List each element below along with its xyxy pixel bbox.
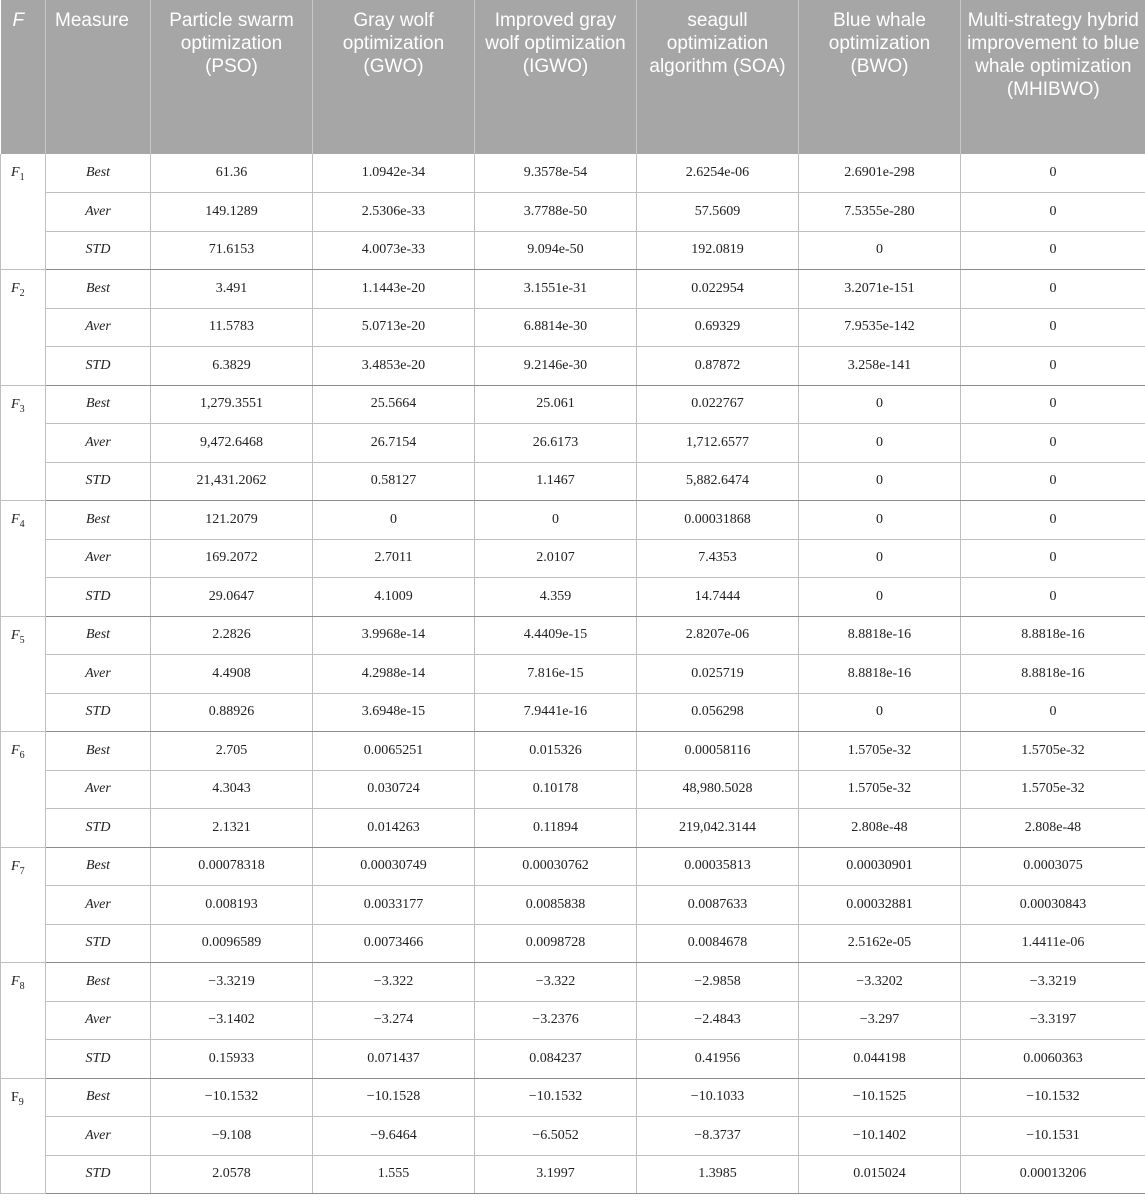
value-cell: 0.071437 [313,1040,475,1079]
value-cell: 0.87872 [637,347,799,386]
value-cell: 149.1289 [151,193,313,232]
value-cell: 1.0942e-34 [313,154,475,193]
function-index: 8 [19,980,25,992]
value-cell: 0.0096589 [151,924,313,963]
value-cell: 0.084237 [475,1040,637,1079]
value-cell: 0.0003075 [961,847,1145,886]
value-cell: 3.7788e-50 [475,193,637,232]
value-cell: 0.00030749 [313,847,475,886]
table-row [1,847,1145,886]
table-row [1,308,1145,347]
value-cell: 2.0107 [475,539,637,578]
value-cell: 7.4353 [637,539,799,578]
value-cell: 4.2988e-14 [313,655,475,694]
value-cell: 0 [961,693,1145,732]
function-letter: F [11,743,20,758]
value-cell: 0.00030762 [475,847,637,886]
value-cell: 2.5306e-33 [313,193,475,232]
value-cell: −2.4843 [637,1001,799,1040]
value-cell: 0 [961,308,1145,347]
table-row [1,809,1145,848]
value-cell: 1.5705e-32 [799,770,961,809]
function-letter: F [11,512,20,527]
function-index: 4 [19,518,25,530]
value-cell: 121.2079 [151,501,313,540]
value-cell: −10.1402 [799,1117,961,1156]
measure-cell: Aver [46,539,151,578]
value-cell: 0.0098728 [475,924,637,963]
value-cell: 71.6153 [151,231,313,270]
measure-cell: Aver [46,193,151,232]
value-cell: 0.41956 [637,1040,799,1079]
function-label [1,154,46,270]
function-letter: F [11,627,20,643]
function-letter: F [11,974,20,989]
value-cell: 9.2146e-30 [475,347,637,386]
table-row [1,270,1145,309]
value-cell: 0.0084678 [637,924,799,963]
value-cell: 192.0819 [637,231,799,270]
table-row [1,732,1145,771]
value-cell: 9.3578e-54 [475,154,637,193]
measure-cell: Best [46,270,151,309]
function-letter: F [11,165,20,180]
header-f [1,0,46,154]
table-row [1,1040,1145,1079]
value-cell: 48,980.5028 [637,770,799,809]
value-cell: 5,882.6474 [637,462,799,501]
value-cell: 2.2826 [151,616,313,655]
value-cell: 8.8818e-16 [961,616,1145,655]
header-f-label: F [12,10,25,31]
value-cell: 0.025719 [637,655,799,694]
value-cell: 0.0065251 [313,732,475,771]
table-row [1,693,1145,732]
measure-cell: Best [46,963,151,1002]
header-algorithm-soa: seagull optimization algorithm (SOA) [637,0,799,154]
value-cell: 11.5783 [151,308,313,347]
measure-cell: STD [46,231,151,270]
value-cell: 57.5609 [637,193,799,232]
value-cell: 0 [799,693,961,732]
value-cell: 2.6254e-06 [637,154,799,193]
value-cell: 7.9535e-142 [799,308,961,347]
value-cell: 0 [961,424,1145,463]
value-cell: 0 [961,231,1145,270]
value-cell: 1.3985 [637,1155,799,1194]
measure-cell: Best [46,501,151,540]
value-cell: 0.88926 [151,693,313,732]
function-label [1,847,46,963]
value-cell: 0.00032881 [799,886,961,925]
function-index: 5 [19,634,25,646]
value-cell: 0 [961,347,1145,386]
table-header [1,0,1145,154]
value-cell: −10.1532 [151,1078,313,1117]
table-row [1,1155,1145,1194]
value-cell: 1.5705e-32 [799,732,961,771]
value-cell: 3.9968e-14 [313,616,475,655]
value-cell: 3.4853e-20 [313,347,475,386]
table-row [1,1117,1145,1156]
value-cell: −10.1525 [799,1078,961,1117]
measure-cell: STD [46,462,151,501]
value-cell: 4.4409e-15 [475,616,637,655]
value-cell: 0.11894 [475,809,637,848]
value-cell: −9.108 [151,1117,313,1156]
header-algorithm-bwo: Blue whale optimization (BWO) [799,0,961,154]
table-row [1,578,1145,617]
value-cell: −3.2376 [475,1001,637,1040]
value-cell: 7.9441e-16 [475,693,637,732]
value-cell: 0 [961,270,1145,309]
value-cell: −10.1033 [637,1078,799,1117]
table-body [1,154,1145,1194]
value-cell: 0.0085838 [475,886,637,925]
value-cell: 0.00031868 [637,501,799,540]
value-cell: 0.014263 [313,809,475,848]
value-cell: 0 [799,231,961,270]
value-cell: 0.0087633 [637,886,799,925]
value-cell: 9.094e-50 [475,231,637,270]
value-cell: −3.274 [313,1001,475,1040]
value-cell: 0.00035813 [637,847,799,886]
value-cell: 8.8818e-16 [799,655,961,694]
value-cell: −10.1528 [313,1078,475,1117]
value-cell: 3.258e-141 [799,347,961,386]
value-cell: 21,431.2062 [151,462,313,501]
value-cell: 6.3829 [151,347,313,386]
value-cell: 0 [799,539,961,578]
header-algorithm-mhibwo: Multi-strategy hybrid improvement to blue whale optimization (MHIBWO) [961,0,1145,154]
value-cell: −3.297 [799,1001,961,1040]
value-cell: 7.816e-15 [475,655,637,694]
value-cell: 61.36 [151,154,313,193]
table-row [1,154,1145,193]
table-row [1,231,1145,270]
value-cell: 5.0713e-20 [313,308,475,347]
value-cell: 2.808e-48 [799,809,961,848]
value-cell: 0.022767 [637,385,799,424]
value-cell: 1.555 [313,1155,475,1194]
measure-cell: STD [46,924,151,963]
value-cell: −9.6464 [313,1117,475,1156]
table-row [1,770,1145,809]
measure-cell: Aver [46,655,151,694]
value-cell: 0 [961,154,1145,193]
value-cell: 4.3043 [151,770,313,809]
function-label [1,385,46,501]
value-cell: 1.1467 [475,462,637,501]
header-algorithm-gwo: Gray wolf optimization (GWO) [313,0,475,154]
measure-cell: STD [46,1040,151,1079]
value-cell: 4.359 [475,578,637,617]
function-label [1,732,46,848]
value-cell: 2.6901e-298 [799,154,961,193]
value-cell: 2.808e-48 [961,809,1145,848]
value-cell: −8.3737 [637,1117,799,1156]
value-cell: 219,042.3144 [637,809,799,848]
value-cell: 3.1997 [475,1155,637,1194]
value-cell: 0.00030843 [961,886,1145,925]
value-cell: 3.491 [151,270,313,309]
value-cell: 0 [961,578,1145,617]
table-row [1,193,1145,232]
table-row [1,347,1145,386]
measure-cell: Aver [46,1117,151,1156]
value-cell: 3.2071e-151 [799,270,961,309]
value-cell: 0.044198 [799,1040,961,1079]
measure-cell: Aver [46,1001,151,1040]
value-cell: 8.8818e-16 [799,616,961,655]
value-cell: 4.0073e-33 [313,231,475,270]
table-row [1,963,1145,1002]
value-cell: −10.1532 [961,1078,1145,1117]
value-cell: −3.1402 [151,1001,313,1040]
measure-cell: Best [46,154,151,193]
measure-cell: STD [46,578,151,617]
value-cell: 0 [799,578,961,617]
table-row [1,501,1145,540]
value-cell: 169.2072 [151,539,313,578]
function-index: 6 [19,749,25,761]
value-cell: −3.322 [313,963,475,1002]
function-label [1,1078,46,1194]
value-cell: 26.6173 [475,424,637,463]
value-cell: 2.7011 [313,539,475,578]
value-cell: 0.00030901 [799,847,961,886]
value-cell: −3.3202 [799,963,961,1002]
measure-cell: Best [46,385,151,424]
value-cell: 0.0073466 [313,924,475,963]
value-cell: −3.322 [475,963,637,1002]
function-label [1,270,46,386]
function-letter: F [11,1089,19,1105]
table-row [1,462,1145,501]
measure-cell: Aver [46,770,151,809]
value-cell: −3.3219 [961,963,1145,1002]
value-cell: 1.4411e-06 [961,924,1145,963]
value-cell: −3.3219 [151,963,313,1002]
value-cell: 0 [961,539,1145,578]
value-cell: 0.008193 [151,886,313,925]
value-cell: 0 [313,501,475,540]
value-cell: 1.1443e-20 [313,270,475,309]
value-cell: 4.4908 [151,655,313,694]
function-letter: F [11,281,20,296]
value-cell: 26.7154 [313,424,475,463]
value-cell: 25.5664 [313,385,475,424]
table-row [1,616,1145,655]
measure-cell: Best [46,1078,151,1117]
measure-cell: Aver [46,886,151,925]
function-letter: F [11,396,20,412]
function-index: 9 [18,1096,24,1108]
table-row [1,924,1145,963]
value-cell: 1,279.3551 [151,385,313,424]
value-cell: 0 [799,462,961,501]
value-cell: 0 [961,501,1145,540]
value-cell: 0.015326 [475,732,637,771]
value-cell: 0.10178 [475,770,637,809]
value-cell: 9,472.6468 [151,424,313,463]
measure-cell: Aver [46,424,151,463]
value-cell: 4.1009 [313,578,475,617]
value-cell: 2.5162e-05 [799,924,961,963]
value-cell: −6.5052 [475,1117,637,1156]
measure-cell: STD [46,347,151,386]
measure-cell: Best [46,732,151,771]
value-cell: −10.1531 [961,1117,1145,1156]
value-cell: 1.5705e-32 [961,770,1145,809]
value-cell: 14.7444 [637,578,799,617]
header-algorithm-igwo: Improved gray wolf optimization (IGWO) [475,0,637,154]
table-row [1,655,1145,694]
table-row [1,539,1145,578]
value-cell: −10.1532 [475,1078,637,1117]
function-index: 1 [19,171,25,183]
function-index: 7 [19,865,25,877]
value-cell: −2.9858 [637,963,799,1002]
measure-cell: STD [46,693,151,732]
value-cell: 3.6948e-15 [313,693,475,732]
function-index: 2 [19,287,25,299]
value-cell: 0 [799,501,961,540]
table-row [1,424,1145,463]
value-cell: 29.0647 [151,578,313,617]
header-measure: Measure [46,0,151,154]
value-cell: 0.0033177 [313,886,475,925]
value-cell: 0.00078318 [151,847,313,886]
function-label [1,616,46,732]
value-cell: 0.00058116 [637,732,799,771]
value-cell: 7.5355e-280 [799,193,961,232]
value-cell: 6.8814e-30 [475,308,637,347]
value-cell: 1.5705e-32 [961,732,1145,771]
value-cell: 2.0578 [151,1155,313,1194]
table-row [1,385,1145,424]
value-cell: 0 [799,385,961,424]
table-row [1,1001,1145,1040]
measure-cell: STD [46,809,151,848]
value-cell: 0 [961,193,1145,232]
value-cell: 0.69329 [637,308,799,347]
value-cell: 2.1321 [151,809,313,848]
value-cell: 0.056298 [637,693,799,732]
value-cell: 8.8818e-16 [961,655,1145,694]
value-cell: 2.8207e-06 [637,616,799,655]
function-label [1,963,46,1079]
value-cell: 3.1551e-31 [475,270,637,309]
table-row [1,886,1145,925]
value-cell: 0 [961,385,1145,424]
function-index: 3 [19,403,25,415]
measure-cell: STD [46,1155,151,1194]
value-cell: 0 [799,424,961,463]
header-algorithm-pso: Particle swarm optimization (PSO) [151,0,313,154]
function-letter: F [11,858,20,874]
value-cell: 0.58127 [313,462,475,501]
value-cell: 25.061 [475,385,637,424]
value-cell: 0.15933 [151,1040,313,1079]
measure-cell: Aver [46,308,151,347]
value-cell: −3.3197 [961,1001,1145,1040]
table-row [1,1078,1145,1117]
value-cell: 2.705 [151,732,313,771]
value-cell: 0.030724 [313,770,475,809]
header-row [1,0,1145,154]
value-cell: 0.0060363 [961,1040,1145,1079]
value-cell: 0 [475,501,637,540]
value-cell: 0.015024 [799,1155,961,1194]
value-cell: 1,712.6577 [637,424,799,463]
value-cell: 0.00013206 [961,1155,1145,1194]
value-cell: 0.022954 [637,270,799,309]
function-label [1,501,46,617]
value-cell: 0 [961,462,1145,501]
measure-cell: Best [46,616,151,655]
measure-cell: Best [46,847,151,886]
